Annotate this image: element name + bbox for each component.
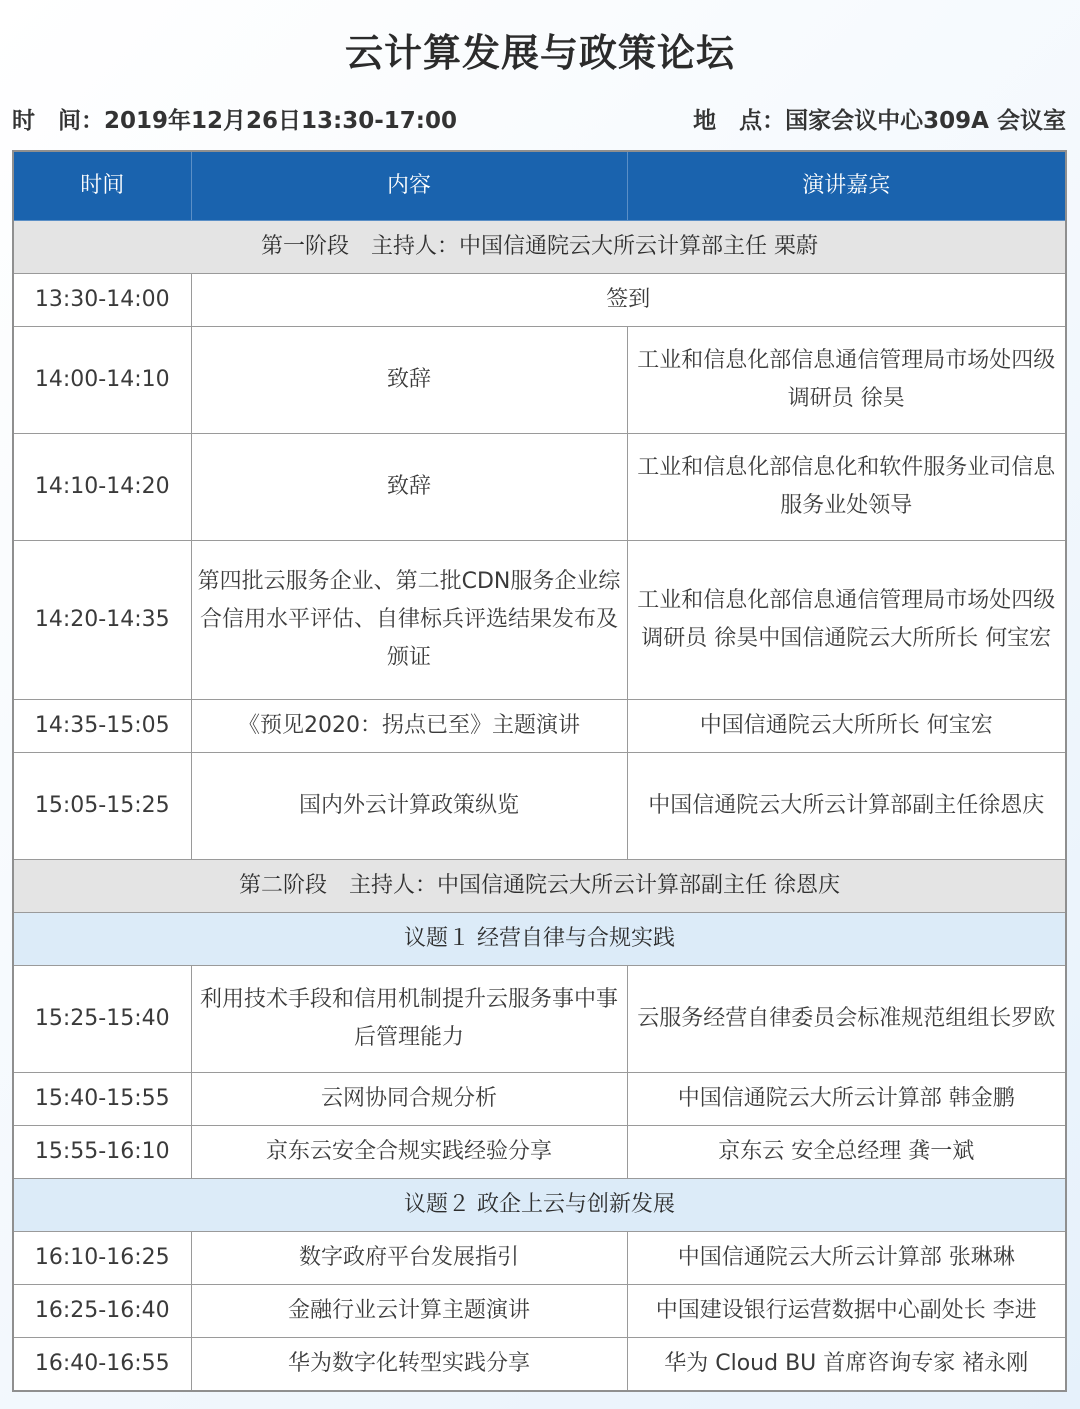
row-time: 15:05-15:25 bbox=[13, 753, 191, 860]
row-speaker: 云服务经营自律委员会标准规范组组长罗欧 bbox=[627, 966, 1066, 1073]
row-speaker: 工业和信息化部信息通信管理局市场处四级调研员 徐昊中国信通院云大所所长 何宝宏 bbox=[627, 541, 1066, 700]
row-content: 签到 bbox=[191, 274, 1066, 327]
stage-1-label: 第一阶段 主持人：中国信通院云大所云计算部主任 栗蔚 bbox=[13, 221, 1066, 274]
table-row bbox=[13, 1338, 1066, 1392]
row-speaker: 华为 Cloud BU 首席咨询专家 褚永刚 bbox=[627, 1338, 1066, 1392]
row-speaker: 中国信通院云大所云计算部 张琳琳 bbox=[627, 1232, 1066, 1285]
row-time: 13:30-14:00 bbox=[13, 274, 191, 327]
row-content: 《预见2020：拐点已至》主题演讲 bbox=[191, 700, 627, 753]
row-time: 16:10-16:25 bbox=[13, 1232, 191, 1285]
table-row bbox=[13, 753, 1066, 860]
row-time: 14:00-14:10 bbox=[13, 327, 191, 434]
row-content: 金融行业云计算主题演讲 bbox=[191, 1285, 627, 1338]
topic-row bbox=[13, 913, 1066, 966]
row-speaker: 中国信通院云大所云计算部副主任徐恩庆 bbox=[627, 753, 1066, 860]
event-time bbox=[12, 102, 457, 135]
table-row bbox=[13, 327, 1066, 434]
table-row bbox=[13, 434, 1066, 541]
row-content: 京东云安全合规实践经验分享 bbox=[191, 1126, 627, 1179]
place-value: 国家会议中心309A 会议室 bbox=[785, 108, 1066, 134]
page-title: 云计算发展与政策论坛 bbox=[344, 31, 735, 75]
row-time: 14:20-14:35 bbox=[13, 541, 191, 700]
stage-row bbox=[13, 221, 1066, 274]
row-time: 14:35-15:05 bbox=[13, 700, 191, 753]
row-content: 云网协同合规分析 bbox=[191, 1073, 627, 1126]
row-time: 14:10-14:20 bbox=[13, 434, 191, 541]
row-time: 16:25-16:40 bbox=[13, 1285, 191, 1338]
row-content: 华为数字化转型实践分享 bbox=[191, 1338, 627, 1392]
topic-2-label: 议题２ 政企上云与创新发展 bbox=[13, 1179, 1066, 1232]
row-time: 16:40-16:55 bbox=[13, 1338, 191, 1392]
row-time: 15:25-15:40 bbox=[13, 966, 191, 1073]
stage-2-label: 第二阶段 主持人：中国信通院云大所云计算部副主任 徐恩庆 bbox=[13, 860, 1066, 913]
table-row bbox=[13, 1285, 1066, 1338]
stage-row bbox=[13, 860, 1066, 913]
row-content: 致辞 bbox=[191, 327, 627, 434]
topic-1-label: 议题１ 经营自律与合规实践 bbox=[13, 913, 1066, 966]
time-value: 2019年12月26日13:30-17:00 bbox=[104, 108, 457, 134]
header-content: 内容 bbox=[191, 151, 627, 221]
row-content: 致辞 bbox=[191, 434, 627, 541]
row-speaker: 工业和信息化部信息通信管理局市场处四级调研员 徐昊 bbox=[627, 327, 1066, 434]
row-speaker: 工业和信息化部信息化和软件服务业司信息服务业处领导 bbox=[627, 434, 1066, 541]
table-row bbox=[13, 1232, 1066, 1285]
row-time: 15:55-16:10 bbox=[13, 1126, 191, 1179]
event-place bbox=[693, 102, 1066, 135]
table-row bbox=[13, 700, 1066, 753]
row-speaker: 京东云 安全总经理 龚一斌 bbox=[627, 1126, 1066, 1179]
row-speaker: 中国信通院云大所云计算部 韩金鹏 bbox=[627, 1073, 1066, 1126]
row-content: 利用技术手段和信用机制提升云服务事中事后管理能力 bbox=[191, 966, 627, 1073]
table-row bbox=[13, 966, 1066, 1073]
table-row bbox=[13, 274, 1066, 327]
schedule-table bbox=[12, 150, 1067, 1392]
row-content: 国内外云计算政策纵览 bbox=[191, 753, 627, 860]
table-row bbox=[13, 541, 1066, 700]
table-row bbox=[13, 1073, 1066, 1126]
table-row bbox=[13, 1126, 1066, 1179]
row-speaker: 中国信通院云大所所长 何宝宏 bbox=[627, 700, 1066, 753]
row-content: 数字政府平台发展指引 bbox=[191, 1232, 627, 1285]
row-speaker: 中国建设银行运营数据中心副处长 李进 bbox=[627, 1285, 1066, 1338]
topic-row bbox=[13, 1179, 1066, 1232]
table-header-row bbox=[13, 151, 1066, 221]
row-content: 第四批云服务企业、第二批CDN服务企业综合信用水平评估、自律标兵评选结果发布及颁证 bbox=[191, 541, 627, 700]
place-label: 地 点： bbox=[693, 108, 786, 134]
header-speaker: 演讲嘉宾 bbox=[627, 151, 1066, 221]
time-label: 时 间： bbox=[12, 108, 104, 134]
row-time: 15:40-15:55 bbox=[13, 1073, 191, 1126]
header-time: 时间 bbox=[13, 151, 191, 221]
